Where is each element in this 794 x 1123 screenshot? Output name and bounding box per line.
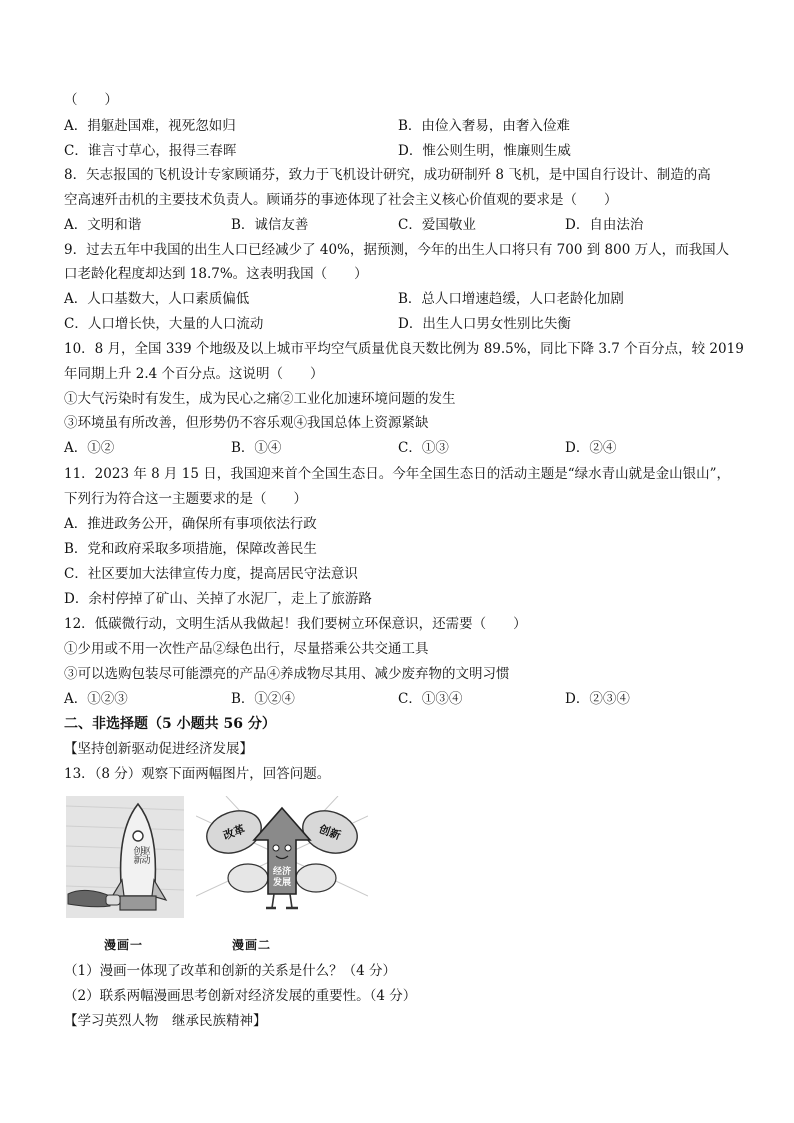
cartoon-two-caption: 漫画二 [232,938,272,952]
option-q10-c: C．①③ [398,440,449,456]
option-q11-b: B．党和政府采取多项措施，保障改善民生 [64,541,317,557]
q13-stem: 13．（8 分）观察下面两幅图片，回答问题。 [64,766,331,782]
option-q10-d: D．②④ [565,440,617,456]
cartoon-one-caption: 漫画一 [104,938,144,952]
option-q7-c: C．谁言寸草心，报得三春晖 [64,143,237,159]
option-q10-a: A．①② [64,440,115,456]
option-q10-b: B．①④ [231,440,282,456]
rocket-label: 创新驱动 [133,847,151,866]
q10-statements-1: ①大气污染时有发生，成为民心之痛②工业化加速环境问题的发生 [64,391,456,407]
cartoon-two-image [196,796,368,918]
option-q8-b: B．诚信友善 [231,217,309,233]
q9-stem-line-1: 9．过去五年中我国的出生人口已经减少了 40%，据预测，今年的出生人口将只有 700 到 800 万人，而我国人 [64,242,730,258]
cartoon-one-image [66,796,184,918]
q12-stem: 12．低碳微行动，文明生活从我做起！我们要树立环保意识，还需要（ ） [64,616,527,632]
option-q9-c: C．人口增长快，大量的人口流动 [64,316,264,332]
option-q8-c: C．爱国敬业 [398,217,476,233]
option-q9-b: B．总人口增速趋缓，人口老龄化加剧 [398,291,624,307]
option-q9-d: D．出生人口男女性别比失衡 [398,316,571,332]
q8-stem-line-2: 空高速歼击机的主要技术负责人。顾诵芬的事迹体现了社会主义核心价值观的要求是（ ） [64,192,618,208]
option-q7-b: B．由俭入奢易，由奢入俭难 [398,118,570,134]
section-heading: 二、非选择题（5 小题共 56 分） [64,716,276,732]
q9-stem-line-2: 口老龄化程度却达到 18.7%。这表明我国（ ） [64,266,368,282]
option-q12-b: B．①②④ [231,691,295,707]
option-q7-a: A．捐躯赴国难，视死忽如归 [64,118,236,134]
option-q11-c: C．社区要加大法律宣传力度，提高居民守法意识 [64,566,358,582]
topic-heading-heroes: 【学习英烈人物 继承民族精神】 [64,1013,267,1029]
q11-stem-line-2: 下列行为符合这一主题要求的是（ ） [64,491,307,507]
q8-stem-line-1: 8．矢志报国的飞机设计专家顾诵芬，致力于飞机设计研究，成功研制歼 8 飞机，是中国自行设计、制造的高 [64,167,711,183]
q10-statements-2: ③环境虽有所改善，但形势仍不容乐观④我国总体上资源紧缺 [64,415,429,431]
option-q8-d: D．自由法治 [565,217,644,233]
option-q12-a: A．①②③ [64,691,128,707]
q12-statements-2: ③可以选购包装尽可能漂亮的产品④养成物尽其用、减少废弃物的文明习惯 [64,666,510,682]
option-q12-c: C．①③④ [398,691,463,707]
q13-sub-1: （1）漫画一体现了改革和创新的关系是什么？（4 分） [64,963,396,979]
wing-label-left: 改革 [221,822,247,843]
q10-stem-line-2: 年同期上升 2.4 个百分点。这说明（ ） [64,366,324,382]
arrow-label: 经济发展 [272,867,292,888]
q12-statements-1: ①少用或不用一次性产品②绿色出行，尽量搭乘公共交通工具 [64,641,429,657]
option-q12-d: D．②③④ [565,691,630,707]
option-q9-a: A．人口基数大，人口素质偏低 [64,291,250,307]
q11-stem-line-1: 11．2023 年 8 月 15 日，我国迎来首个全国生态日。今年全国生态日的活动主题是“绿水青山就是金山银山”， [64,466,731,482]
option-q11-d: D．余村停掉了矿山、关掉了水泥厂，走上了旅游路 [64,591,372,607]
option-q11-a: A．推进政务公开，确保所有事项依法行政 [64,516,317,532]
option-q8-a: A．文明和谐 [64,217,142,233]
q7-bracket: （ ） [64,92,118,108]
q10-stem-line-1: 10．8 月，全国 339 个地级及以上城市平均空气质量优良天数比例为 89.5%，同比下降 3.7 个百分点，较 2019 [64,341,744,357]
topic-heading-innovation: 【坚持创新驱动促进经济发展】 [64,741,253,757]
q13-sub-2: （2）联系两幅漫画思考创新对经济发展的重要性。（4 分） [64,988,417,1004]
wing-label-right: 创新 [317,822,343,843]
option-q7-d: D．惟公则生明，惟廉则生威 [398,143,571,159]
